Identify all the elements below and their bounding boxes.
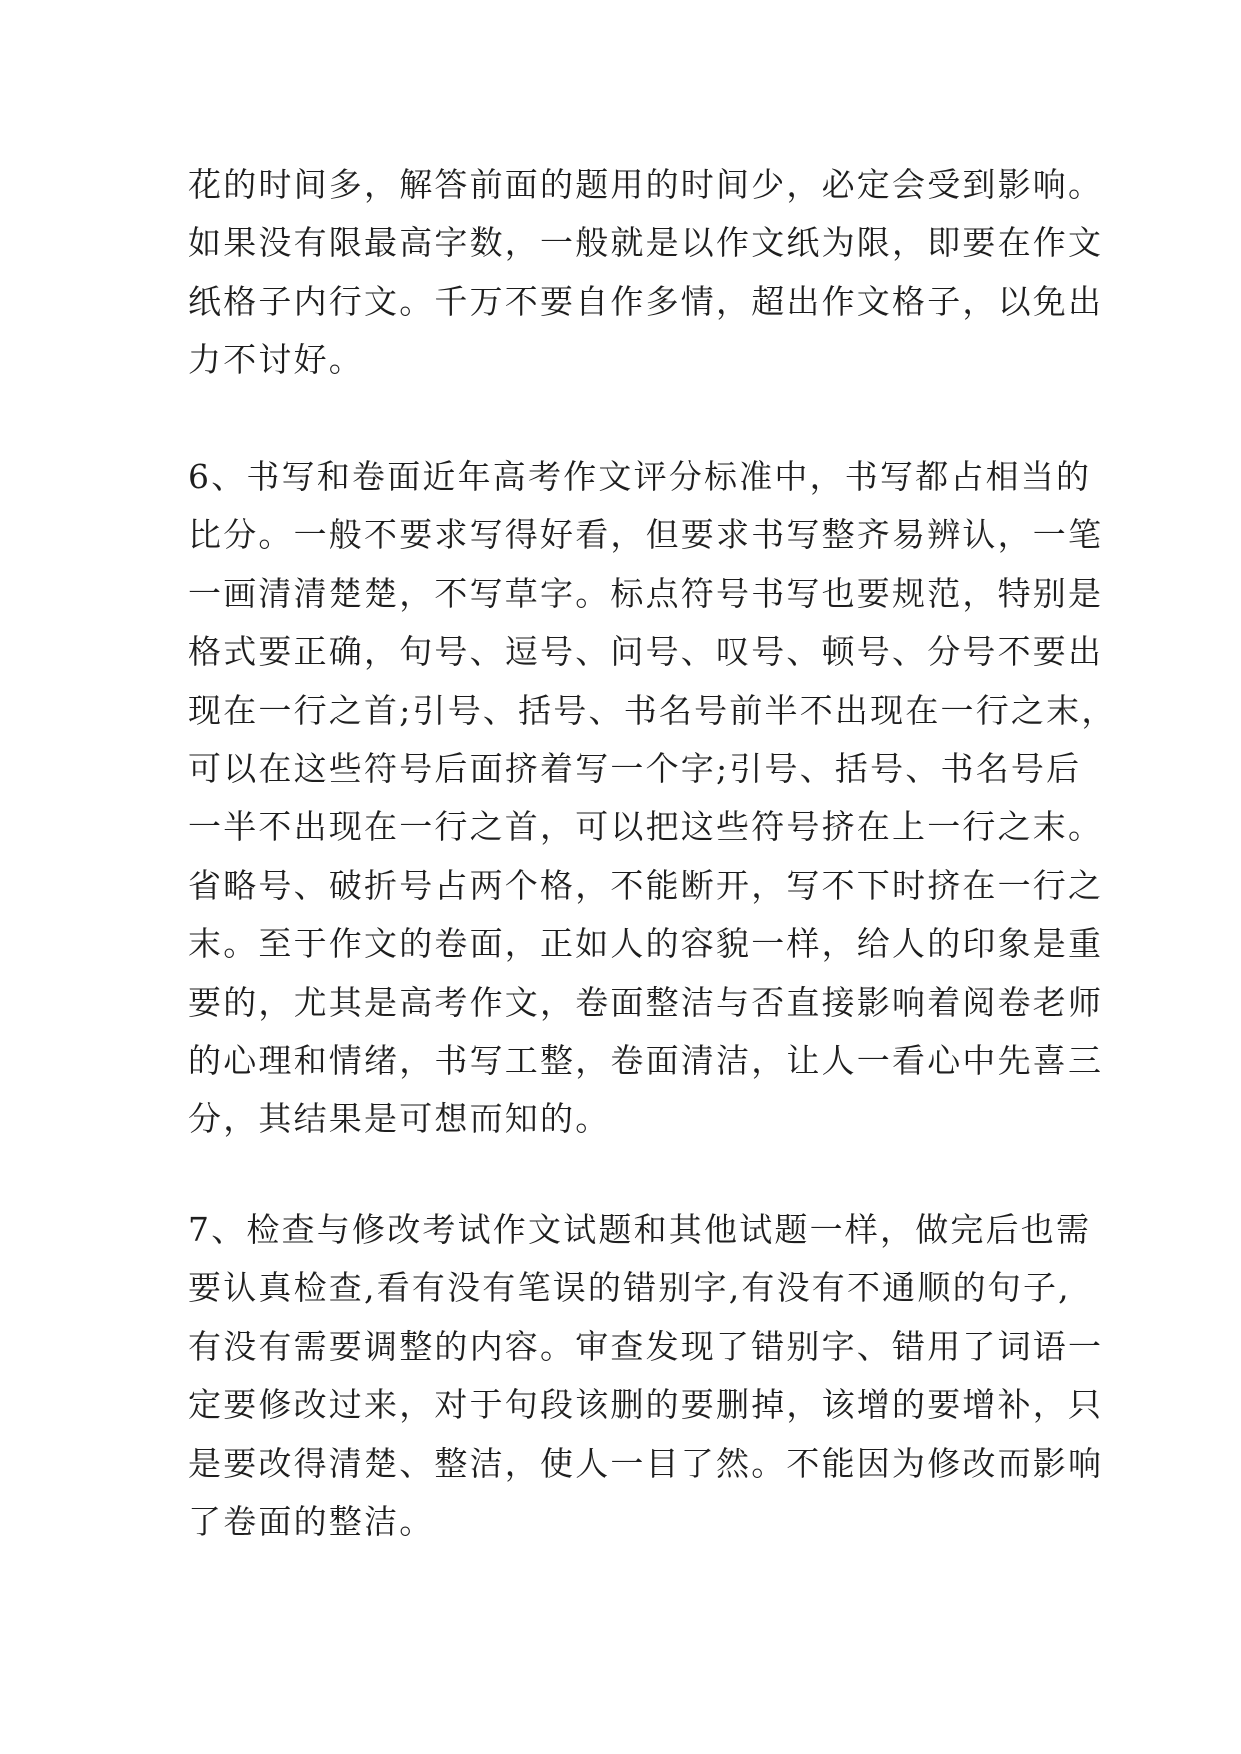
text-line: 定要修改过来，对于句段该删的要删掉，该增的要增补，只 bbox=[188, 1385, 1104, 1425]
text-line: 现在一行之首;引号、括号、书名号前半不出现在一行之末， bbox=[188, 690, 1117, 730]
text-line: 花的时间多，解答前面的题用的时间少，必定会受到影响。 bbox=[188, 165, 1104, 204]
text-line: 的心理和情绪，书写工整，卷面清洁，让人一看心中先喜三 bbox=[188, 1040, 1104, 1080]
text-line: 分，其结果是可想而知的。 bbox=[188, 1099, 611, 1139]
text-line: 了卷面的整洁。 bbox=[188, 1501, 435, 1541]
text-line: 格式要正确，句号、逗号、问号、叹号、顿号、分号不要出 bbox=[188, 632, 1104, 672]
text-line: 有没有需要调整的内容。审查发现了错别字、错用了词语一 bbox=[188, 1326, 1104, 1366]
text-line: 比分。一般不要求写得好看，但要求书写整齐易辨认，一笔 bbox=[188, 515, 1104, 555]
paragraph-review-and-revision bbox=[188, 1201, 1104, 1551]
text-line: 如果没有限最高字数，一般就是以作文纸为限，即要在作文 bbox=[188, 223, 1104, 263]
text-line: 7、检查与修改考试作文试题和其他试题一样，做完后也需 bbox=[188, 1210, 1092, 1249]
paragraph-handwriting-and-neatness bbox=[188, 448, 1117, 1149]
text-line: 力不讨好。 bbox=[188, 340, 364, 380]
text-line: 6、书写和卷面近年高考作文评分标准中，书写都占相当的 bbox=[188, 457, 1092, 496]
text-line: 纸格子内行文。千万不要自作多情，超出作文格子，以免出 bbox=[188, 281, 1104, 321]
text-line: 可以在这些符号后面挤着写一个字;引号、括号、书名号后 bbox=[188, 748, 1082, 788]
text-line: 要认真检查,看有没有笔误的错别字,有没有不通顺的句子, bbox=[188, 1268, 1071, 1308]
text-line: 是要改得清楚、整洁，使人一目了然。不能因为修改而影响 bbox=[188, 1443, 1104, 1483]
text-line: 末。至于作文的卷面，正如人的容貌一样，给人的印象是重 bbox=[188, 924, 1104, 964]
text-line: 省略号、破折号占两个格，不能断开，写不下时挤在一行之 bbox=[188, 865, 1104, 905]
text-line: 一画清清楚楚，不写草字。标点符号书写也要规范，特别是 bbox=[188, 573, 1104, 613]
text-line: 要的，尤其是高考作文，卷面整洁与否直接影响着阅卷老师 bbox=[188, 982, 1104, 1022]
paragraph-continuation bbox=[188, 156, 1104, 390]
text-line: 一半不出现在一行之首，可以把这些符号挤在上一行之末。 bbox=[188, 807, 1104, 847]
